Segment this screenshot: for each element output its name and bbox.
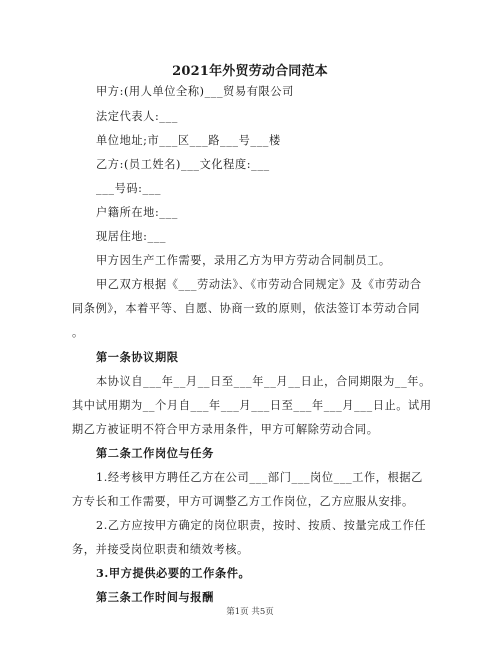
- paragraph-line: 。: [72, 326, 84, 339]
- paragraph-line: 3.甲方提供必要的工作条件。: [96, 566, 251, 580]
- paragraph-line: 甲方因生产工作需要，录用乙方为甲方劳动合同制员工。: [96, 254, 391, 267]
- document-title: 2021年外贸劳动合同范本: [172, 64, 328, 79]
- section-heading: 第二条工作岗位与任务: [96, 446, 214, 460]
- paragraph-line: 本协议自___年__月__日至___年__月__日止，合同期限为__年。: [96, 375, 431, 388]
- party-b-line: 乙方:(员工姓名)___文化程度:___: [96, 158, 270, 171]
- section-heading: 第三条工作时间与报酬: [96, 590, 214, 604]
- household-registration-line: 户籍所在地:___: [96, 206, 178, 219]
- section-heading: 第一条协议期限: [96, 350, 179, 364]
- current-residence-line: 现居住地:___: [96, 230, 167, 243]
- paragraph-line: 同条例》，本着平等、自愿、协商一致的原则，依法签订本劳动合同: [72, 302, 421, 315]
- id-number-line: ___号码:___: [96, 182, 162, 195]
- page-number-footer: 第1页 共5页: [226, 607, 274, 617]
- paragraph-line: 期乙方被证明不符合甲方录用条件，甲方可解除劳动合同。: [72, 423, 379, 436]
- paragraph-line: 其中试用期为__个月自___年___月___日至___年___月___日止。试用: [72, 399, 432, 412]
- paragraph-line: 方专长和工作需要，甲方可调整乙方工作岗位，乙方应服从安排。: [72, 495, 414, 508]
- paragraph-line: 1.经考核甲方聘任乙方在公司___部门___岗位___工作，根据乙: [96, 471, 423, 484]
- paragraph-line: 甲乙双方根据《___劳动法》、《市劳动合同规定》及《市劳动合: [96, 278, 422, 291]
- paragraph-line: 2.乙方应按甲方确定的岗位职责，按时、按质、按量完成工作任: [96, 519, 427, 532]
- legal-representative-line: 法定代表人:___: [96, 110, 178, 123]
- company-address-line: 单位地址;市___区___路___号___楼: [96, 134, 281, 147]
- paragraph-line: 务，并接受岗位职责和绩效考核。: [72, 543, 249, 556]
- party-a-line: 甲方:(用人单位全称)___贸易有限公司: [96, 85, 294, 98]
